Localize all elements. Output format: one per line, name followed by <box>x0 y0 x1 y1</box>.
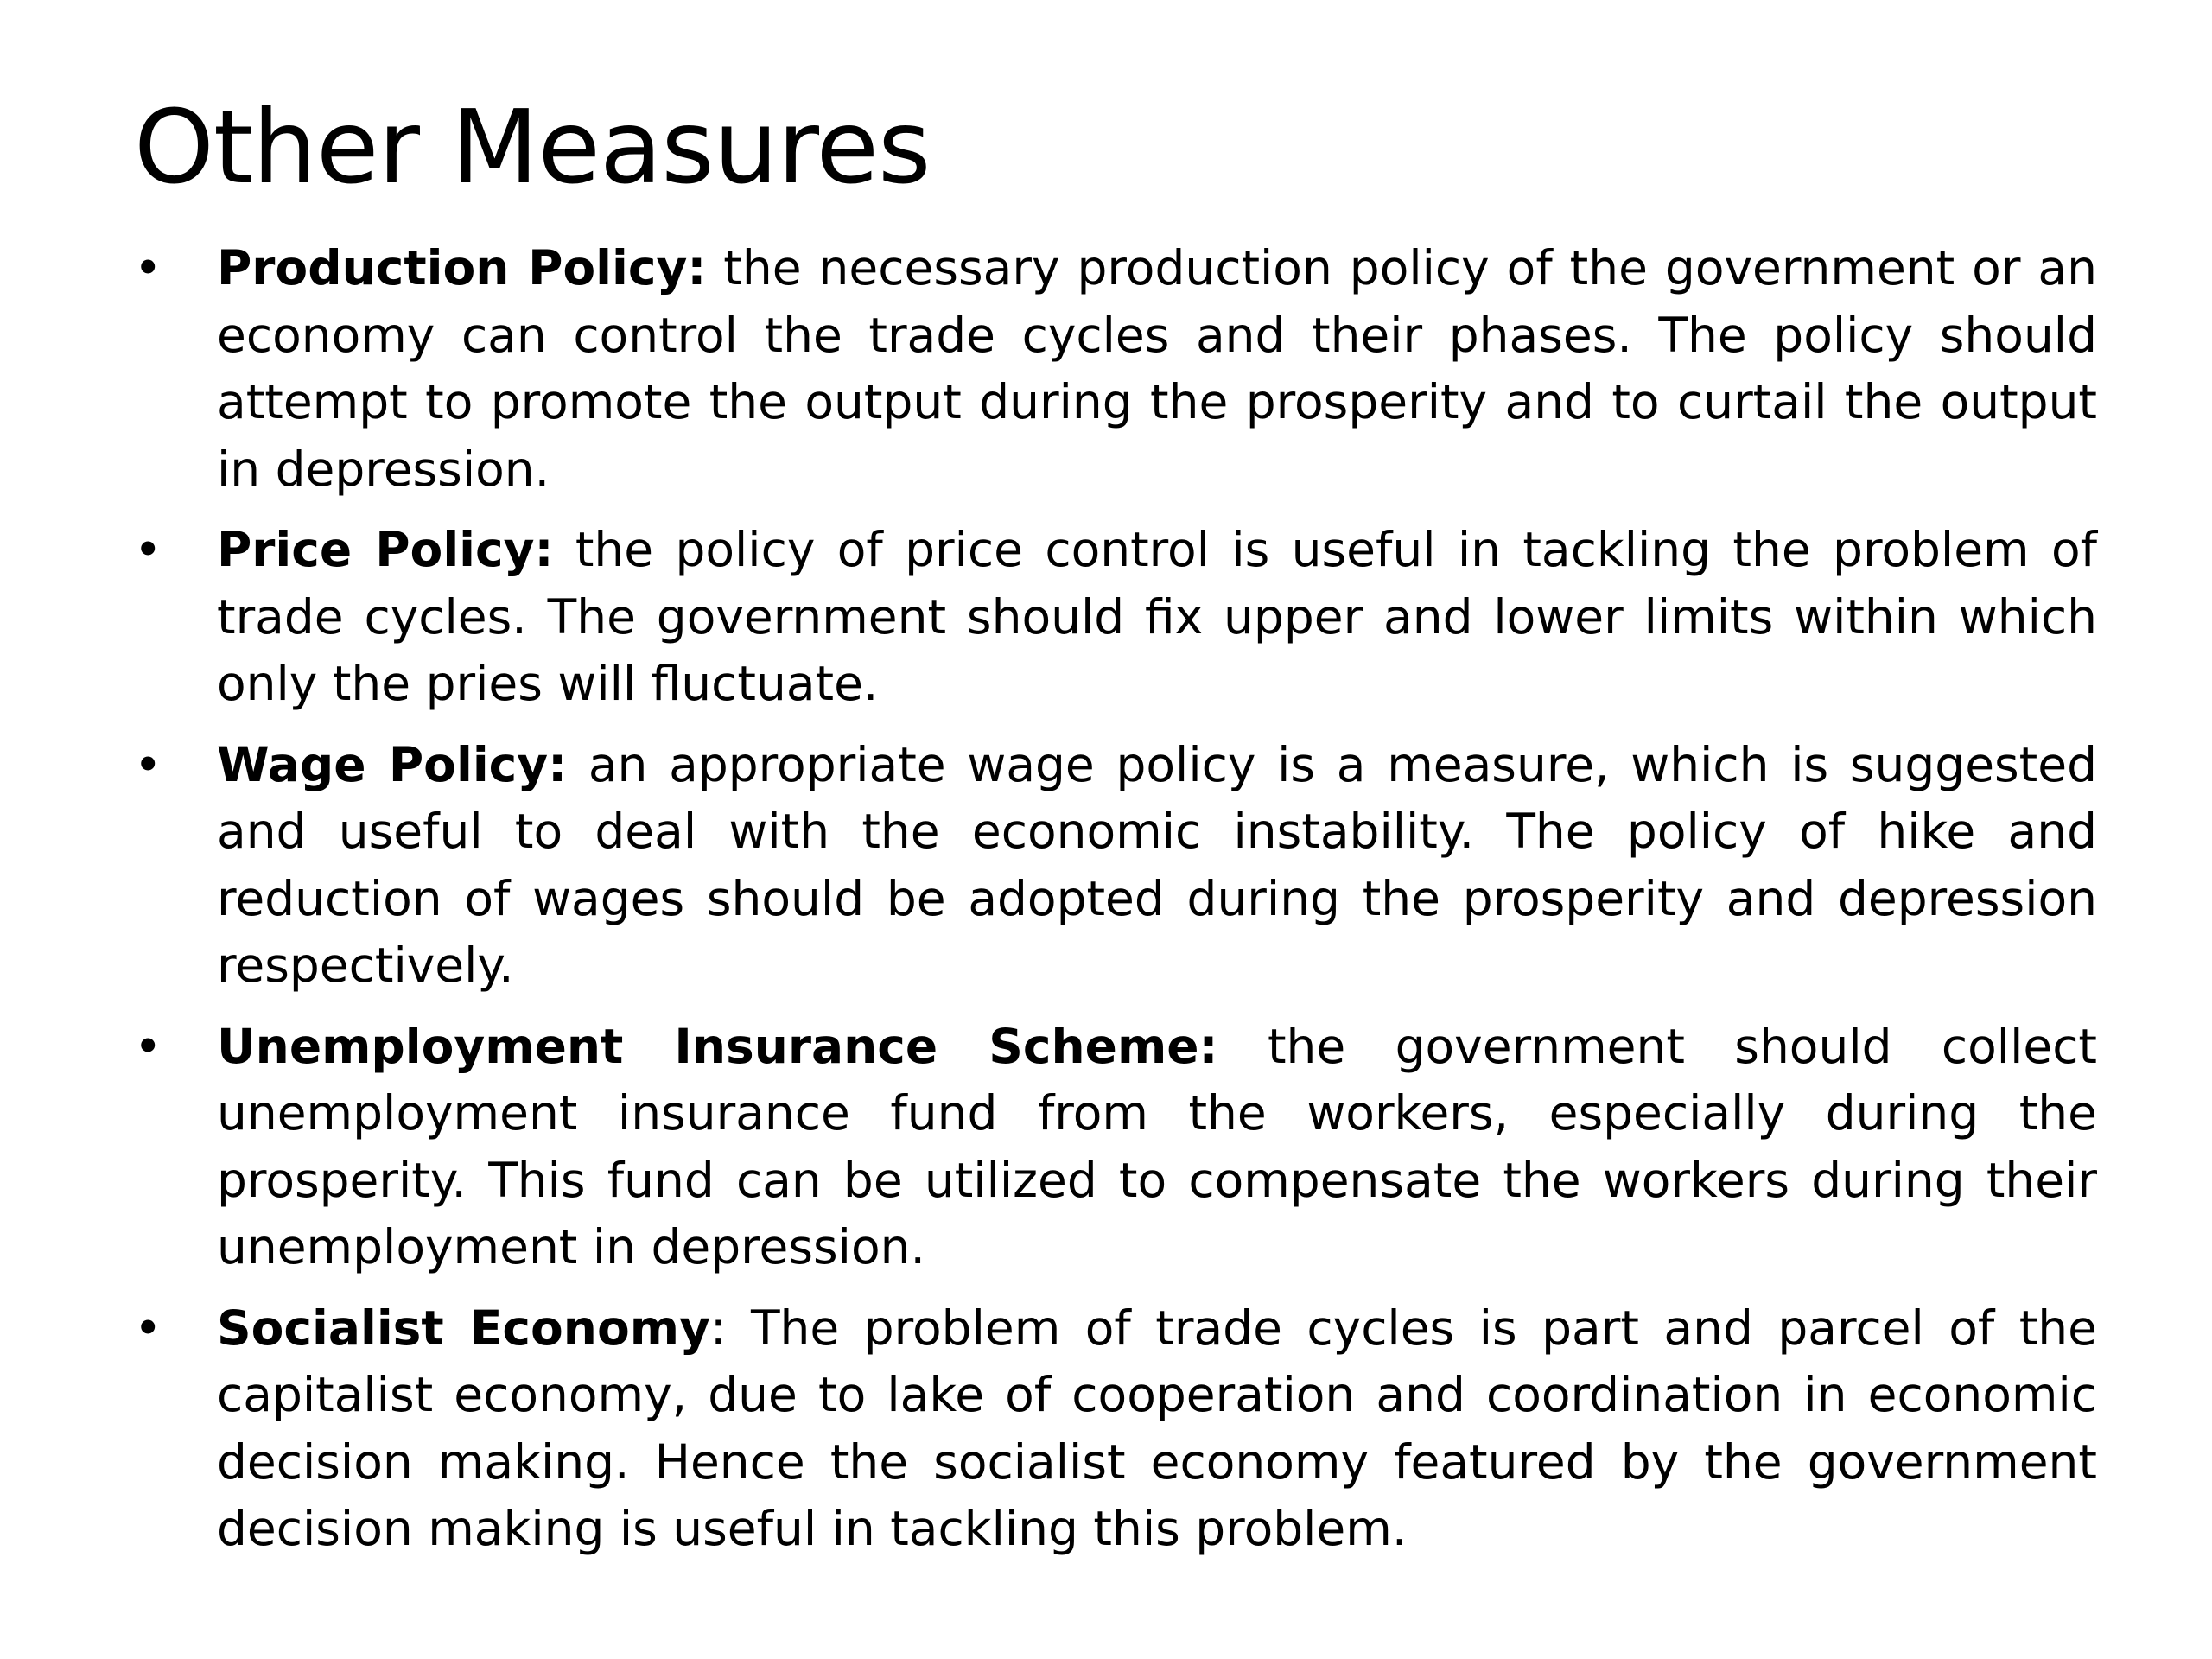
item-text: the policy of price control is useful in tackling the problem of trade cycles. The government should fix upper and lower limits within which only the pries will fluctuate. <box>217 522 2097 711</box>
page-title: Other Measures <box>134 87 931 207</box>
bullet-list <box>134 235 2097 1577</box>
bullet-icon: • <box>134 1300 162 1356</box>
list-item-socialist-economy <box>134 1295 2097 1563</box>
list-item-wage-policy <box>134 732 2097 1000</box>
bullet-icon: • <box>134 240 162 296</box>
bullet-icon: • <box>134 1018 162 1074</box>
list-item-production-policy <box>134 235 2097 503</box>
item-term: Unemployment Insurance Scheme: <box>217 1018 1218 1074</box>
item-text: an appropriate wage policy is a measure, which is suggested and useful to deal with the economic instability. The policy of hike and reduction of wages should be adopted during the prosperity and depression respectively. <box>217 736 2097 993</box>
list-item-unemployment-insurance <box>134 1014 2097 1281</box>
bullet-icon: • <box>134 736 162 792</box>
item-term: Price Policy: <box>217 522 554 577</box>
list-item-price-policy <box>134 517 2097 718</box>
bullet-icon: • <box>134 522 162 577</box>
item-term: Production Policy: <box>217 240 707 296</box>
item-text: : The problem of trade cycles is part and parcel of the capitalist economy, due to lake of cooperation and coordination in economic decision making. Hence the socialist economy featured by the government decision making is useful in tackling this problem. <box>217 1300 2097 1556</box>
item-text: the government should collect unemployment insurance fund from the workers, especially during the prosperity. This fund can be utilized to compensate the workers during their unemployment in depression. <box>217 1018 2097 1274</box>
item-text: the necessary production policy of the government or an economy can control the trade cycles and their phases. The policy should attempt to promote the output during the prosperity and to curtail the output in depression. <box>217 240 2097 497</box>
item-term: Wage Policy: <box>217 736 568 792</box>
item-term: Socialist Economy <box>217 1300 710 1356</box>
